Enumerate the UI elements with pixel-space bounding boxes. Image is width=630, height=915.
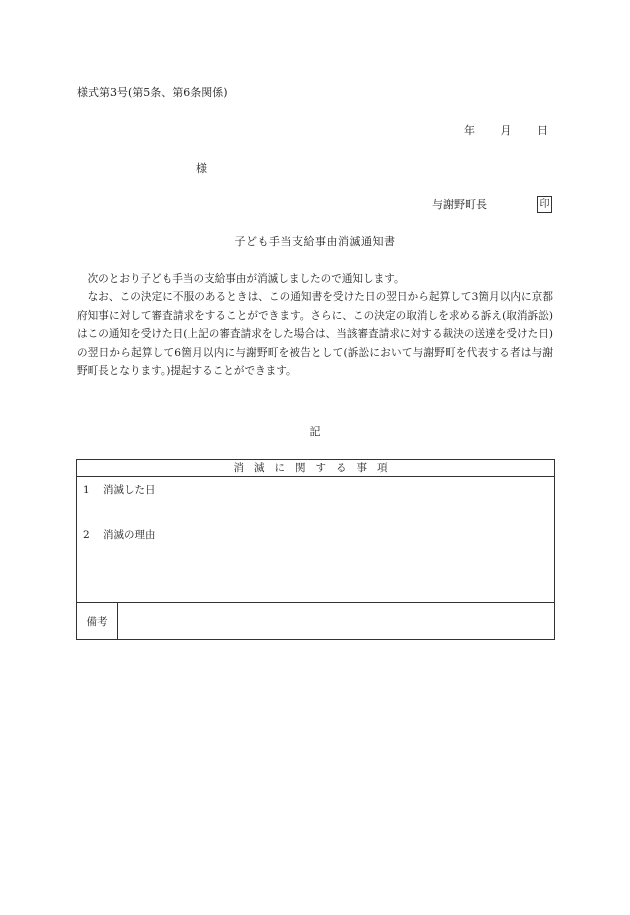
date-line (442, 124, 548, 138)
item-number: 1 (83, 484, 90, 496)
issuer-name: 与謝野町長 (432, 198, 487, 211)
item-label: 消滅した日 (103, 484, 156, 496)
table-header: 消滅に関する事項 (77, 460, 554, 477)
item-number: 2 (83, 529, 90, 541)
remarks-label: 備考 (77, 603, 118, 639)
body-paragraph-1: 次のとおり子ども手当の支給事由が消滅しましたので通知します。 (87, 273, 405, 285)
item-label: 消滅の理由 (103, 529, 156, 541)
table-item-extinction-date (83, 483, 156, 497)
ki-heading: 記 (309, 425, 321, 438)
date-day: 日 (537, 124, 548, 137)
seal-mark: 印 (537, 196, 552, 213)
remarks-row (77, 602, 554, 639)
notice-body (77, 270, 553, 380)
body-paragraph-2: なお、この決定に不服のあるときは、この通知書を受けた日の翌日から起算して3箇月以内に京都府知事に対して審査請求をすることができます。さらに、この決定の取消しを求める訴え(取消訴訟)はこの通知を受けた日(上記の審査請求をした場合は、当該審査請求に対する裁決の送達を受けた日)の翌日から起算して6箇月以内に与謝野町を被告として(訴訟において与謝野町を代表する者は与謝野町長となります。)提起することができます。 (77, 291, 553, 378)
addressee-suffix: 様 (196, 162, 207, 175)
extinction-details-table (76, 459, 555, 640)
date-year: 年 (464, 124, 475, 137)
date-month: 月 (500, 124, 512, 137)
form-number: 様式第3号(第5条、第6条関係) (77, 86, 228, 99)
table-item-extinction-reason (83, 528, 156, 542)
document-title: 子ども手当支給事由消滅通知書 (234, 235, 396, 248)
